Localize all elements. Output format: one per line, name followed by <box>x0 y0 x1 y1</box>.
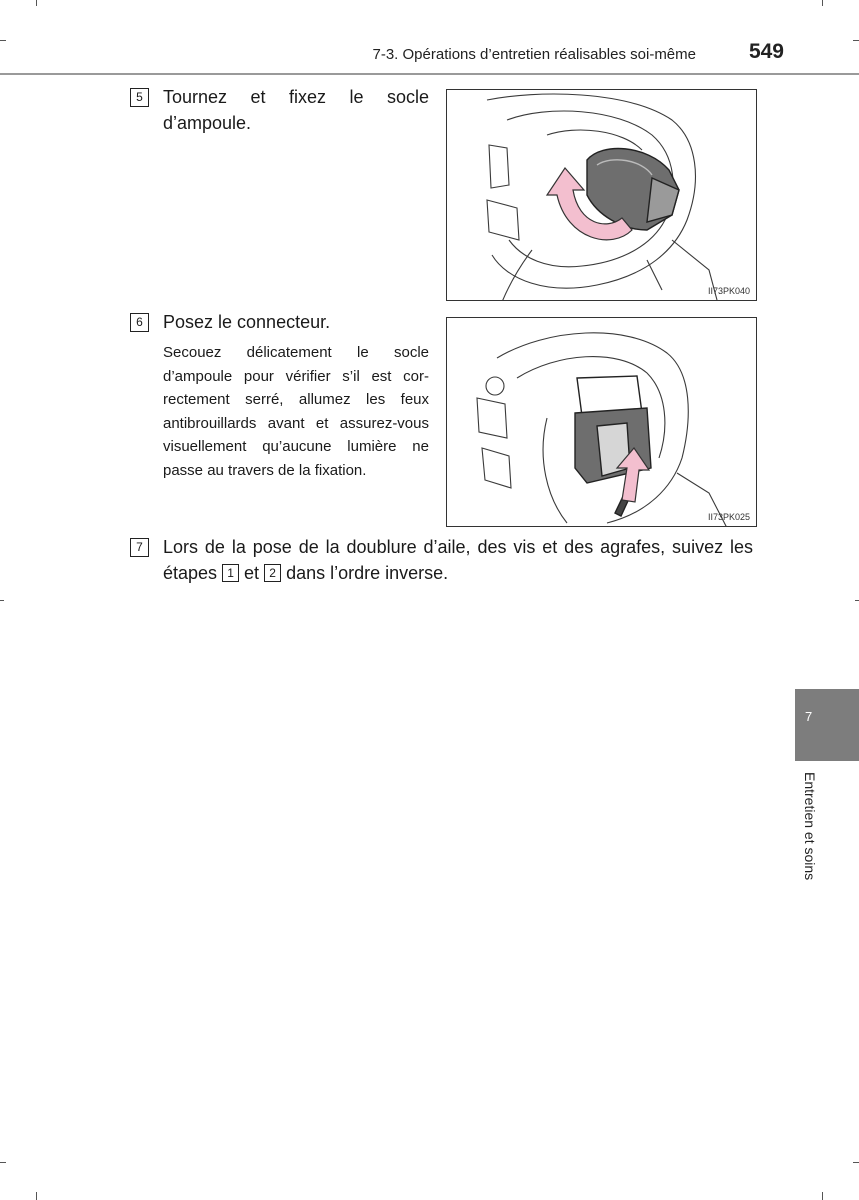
step-number-box: 7 <box>130 538 149 557</box>
figure-code: II73PK025 <box>707 512 750 522</box>
step-7-text-between: et <box>239 563 265 583</box>
figure-code: II73PK040 <box>707 286 750 296</box>
crop-mark <box>822 0 823 6</box>
crop-mark <box>0 40 6 41</box>
figure-install-connector <box>446 317 757 527</box>
crop-mark <box>36 0 37 6</box>
step-ref-box: 1 <box>222 564 239 582</box>
connector-illustration <box>447 318 757 527</box>
figure-turn-bulb-socket <box>446 89 757 301</box>
section-title: 7-3. Opérations d’entretien réalisables soi-même <box>372 46 696 63</box>
crop-mark <box>855 600 859 601</box>
step-6-text: Posez le connecteur. <box>163 312 331 332</box>
page-number: 549 <box>748 40 784 63</box>
step-ref-box: 2 <box>264 564 281 582</box>
crop-mark <box>853 40 859 41</box>
crop-mark <box>0 600 4 601</box>
crop-mark <box>822 1192 823 1200</box>
crop-mark <box>36 1192 37 1200</box>
step-5-text: Tournez et fixez le socle d’ampoule. <box>163 87 429 133</box>
bulb-socket-illustration <box>447 90 757 301</box>
crop-mark <box>853 1162 859 1163</box>
chapter-number: 7 <box>805 709 813 724</box>
step-7-text-before: Lors de la pose de la doublure d’aile, des vis et des agrafes, suivez les étapes <box>163 537 753 583</box>
step-7-text <box>163 534 753 586</box>
chapter-tab <box>795 689 859 761</box>
header-rule <box>0 73 859 75</box>
step-7-text-after: dans l’ordre inverse. <box>281 563 449 583</box>
step-number-box: 5 <box>130 88 149 107</box>
step-number-box: 6 <box>130 313 149 332</box>
chapter-title: Entretien et soins <box>802 772 818 881</box>
step-6-note: Secouez délicatement le socle d’ampoule pour vérifier s’il est correctement serré, allumez les feux antibrouillards avant et assurez-vous visuellement qu’aucune lumière ne passe au travers de la fixation. <box>163 344 429 479</box>
crop-mark <box>0 1162 6 1163</box>
